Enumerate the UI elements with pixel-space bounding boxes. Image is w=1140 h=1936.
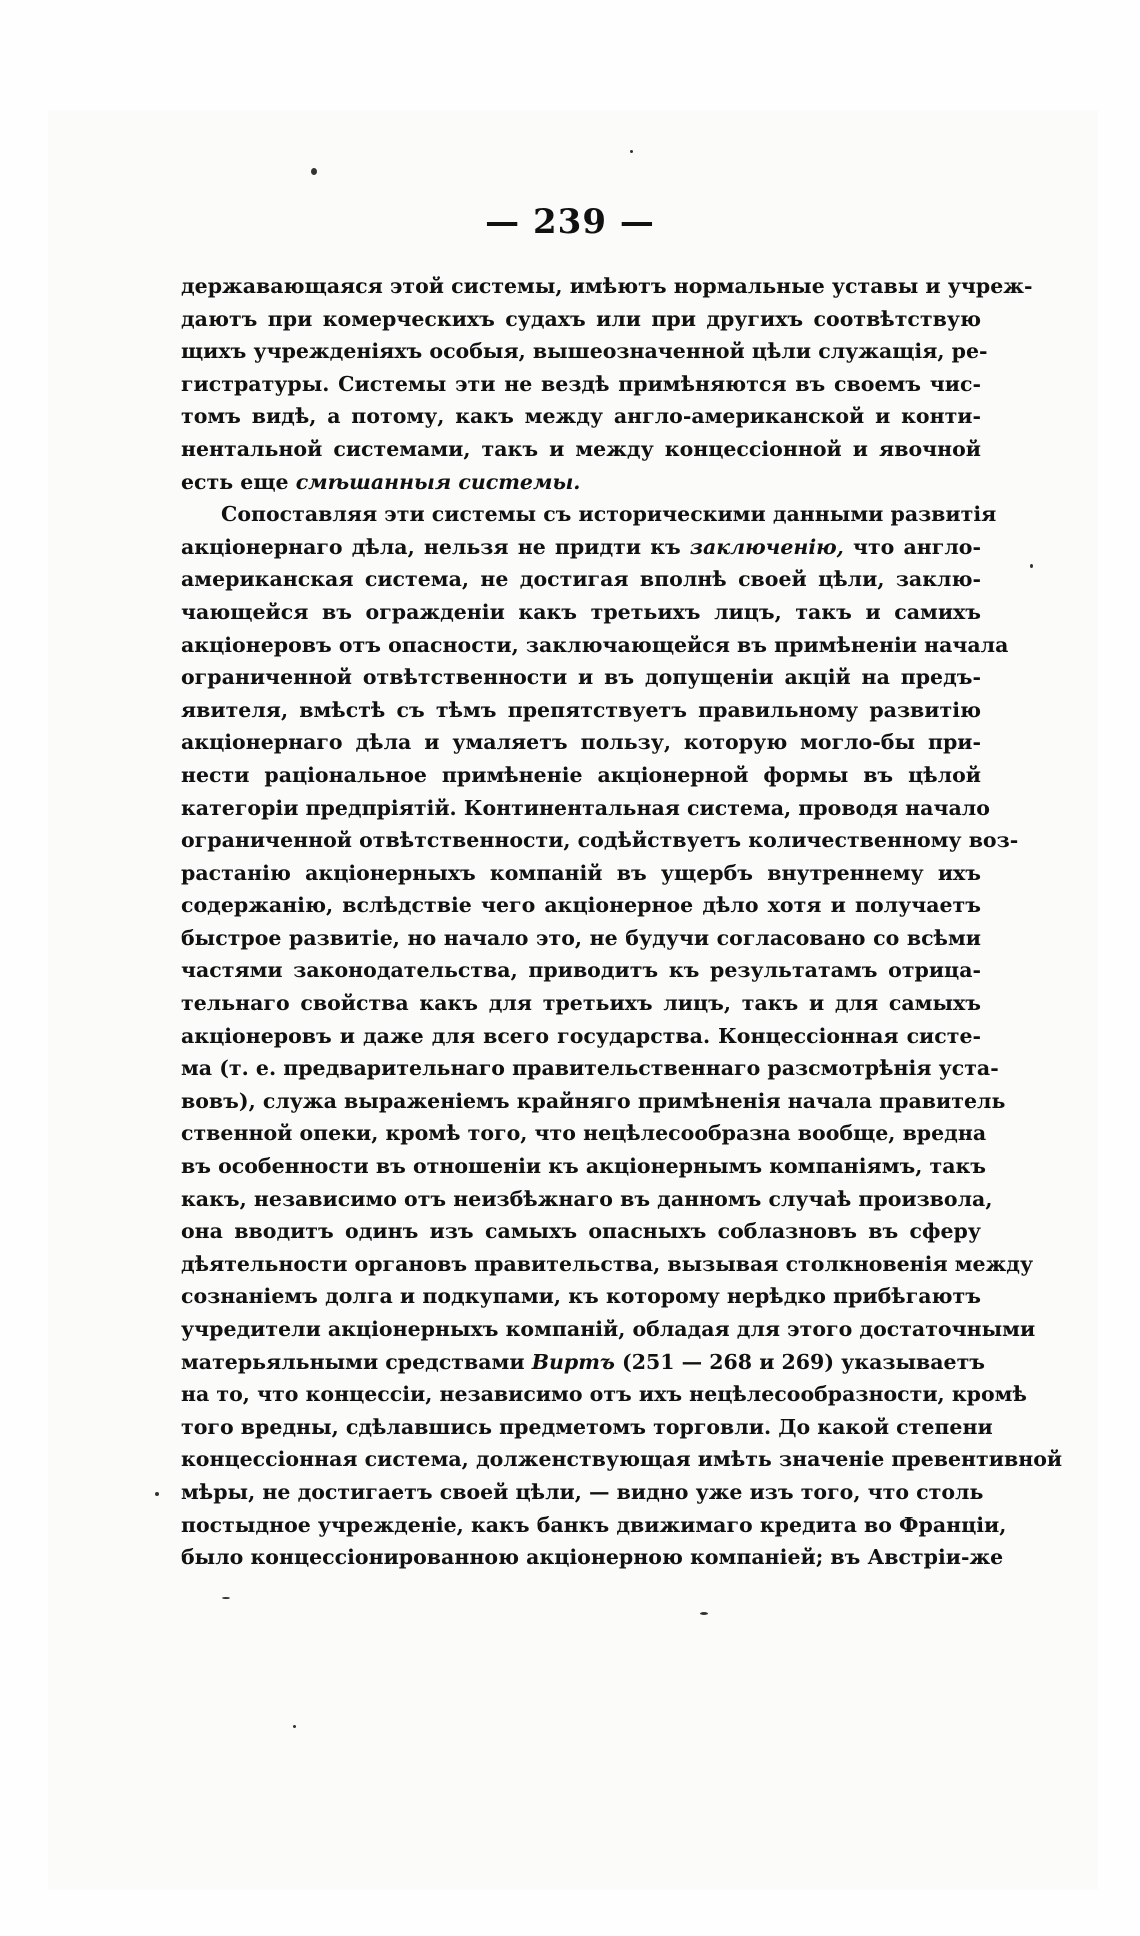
text-line: ограниченной отвѣтственности и въ допущеніи акцій на предъ- — [181, 665, 981, 690]
text-line: частями законодательства, приводитъ къ результатамъ отрица- — [181, 958, 981, 983]
text-line: явителя, вмѣстѣ съ тѣмъ препятствуетъ правильному развитію — [181, 697, 981, 722]
scan-speck — [311, 168, 317, 175]
scan-speck — [222, 1597, 230, 1599]
text-fragment: есть еще — [181, 469, 296, 494]
text-line: даютъ при комерческихъ судахъ или при другихъ соотвѣтствую — [181, 306, 981, 331]
text-line — [181, 531, 981, 564]
text-fragment: (251 — 268 и 269) указываетъ — [614, 1349, 986, 1374]
text-fragment: матерьяльными средствами — [181, 1349, 532, 1374]
page-number: — 239 — — [485, 202, 655, 242]
text-line: акціонеровъ отъ опасности, заключающейся въ примѣненіи начала — [181, 632, 1009, 657]
text-line: дѣятельности органовъ правительства, вызывая столкновенія между — [181, 1251, 1034, 1276]
text-line: державающаяся этой системы, имѣютъ нормальные уставы и учреж- — [181, 274, 1033, 298]
text-line: того вредны, сдѣлавшись предметомъ торговли. До какой степени — [181, 1414, 993, 1439]
italic-term: Виртъ — [531, 1349, 615, 1374]
text-line — [181, 466, 981, 499]
body-text — [181, 270, 1063, 1574]
scan-speck — [155, 1492, 159, 1496]
text-line: американская система, не достигая вполнѣ своей цѣли, заклю- — [181, 567, 981, 592]
text-line — [181, 1346, 986, 1379]
text-line: тельнаго свойства какъ для третьихъ лицъ, такъ и для самыхъ — [181, 991, 981, 1016]
text-line: постыдное учрежденіе, какъ банкъ движимаго кредита во Франціи, — [181, 1512, 1007, 1537]
scan-speck — [700, 1612, 708, 1615]
text-line: учредители акціонерныхъ компаній, обладая для этого достаточными — [181, 1317, 1036, 1341]
scan-speck — [630, 150, 633, 153]
text-fragment: акціонернаго дѣла, нельзя не придти къ — [181, 534, 690, 559]
text-line: акціонернаго дѣла и умаляетъ пользу, которую могло-бы при- — [181, 730, 981, 755]
text-line: на то, что концессіи, независимо отъ ихъ нецѣлесообразности, кромѣ — [181, 1382, 1027, 1407]
text-fragment: что англо- — [843, 534, 981, 559]
text-line: ма (т. е. предварительнаго правительственнаго разсмотрѣнія уста- — [181, 1056, 999, 1081]
text-line: акціонеровъ и даже для всего государства. Концессіонная систе- — [181, 1023, 981, 1048]
text-line: щихъ учрежденіяхъ особыя, вышеозначенной цѣли служащія, ре- — [181, 339, 988, 364]
text-line: какъ, независимо отъ неизбѣжнаго въ данномъ случаѣ произвола, — [181, 1186, 993, 1211]
text-line: нентальной системами, такъ и между концессіонной и явочной — [181, 436, 981, 461]
text-line: она вводитъ одинъ изъ самыхъ опасныхъ соблазновъ въ сферу — [181, 1219, 981, 1244]
text-line: томъ видѣ, а потому, какъ между англо-американской и конти- — [181, 404, 981, 429]
text-line: мѣры, не достигаетъ своей цѣли, — видно уже изъ того, что столь — [181, 1479, 984, 1504]
text-line: ственной опеки, кромѣ того, что нецѣлесообразна вообще, вредна — [181, 1121, 987, 1146]
text-line: Сопоставляя эти системы съ историческими данными развитія — [221, 502, 997, 527]
text-line: ограниченной отвѣтственности, содѣйствуетъ количественному воз- — [181, 828, 1019, 853]
scan-speck — [293, 1725, 296, 1728]
italic-term: заключенію, — [689, 534, 844, 559]
text-line: сознаніемъ долга и подкупами, къ которому нерѣдко прибѣгаютъ — [181, 1284, 981, 1309]
italic-term: смѣшанныя системы. — [295, 469, 581, 494]
text-line: было концессіонированною акціонерною компаніей; въ Австріи-же — [181, 1545, 1004, 1570]
text-line: растанію акціонерныхъ компаній въ ущербъ внутреннему ихъ — [181, 860, 981, 885]
text-line: концессіонная система, долженствующая имѣть значеніе превентивной — [181, 1447, 1063, 1472]
text-line: чающейся въ огражденіи какъ третьихъ лицъ, такъ и самихъ — [181, 599, 981, 624]
text-line: быстрое развитіе, но начало это, не будучи согласовано со всѣми — [181, 925, 981, 950]
text-line: въ особенности въ отношеніи къ акціонернымъ компаніямъ, такъ — [181, 1154, 987, 1179]
text-line: категоріи предпріятій. Континентальная система, проводя начало — [181, 795, 990, 820]
scan-speck — [1030, 564, 1033, 568]
text-line: гистратуры. Системы эти не вездѣ примѣняются въ своемъ чис- — [181, 371, 981, 396]
text-line: содержанію, вслѣдствіе чего акціонерное дѣло хотя и получаетъ — [181, 893, 981, 918]
text-line: нести раціональное примѣненіе акціонерной формы въ цѣлой — [181, 762, 981, 787]
text-line: вовъ), служа выраженіемъ крайняго примѣненія начала правитель — [181, 1088, 1006, 1113]
